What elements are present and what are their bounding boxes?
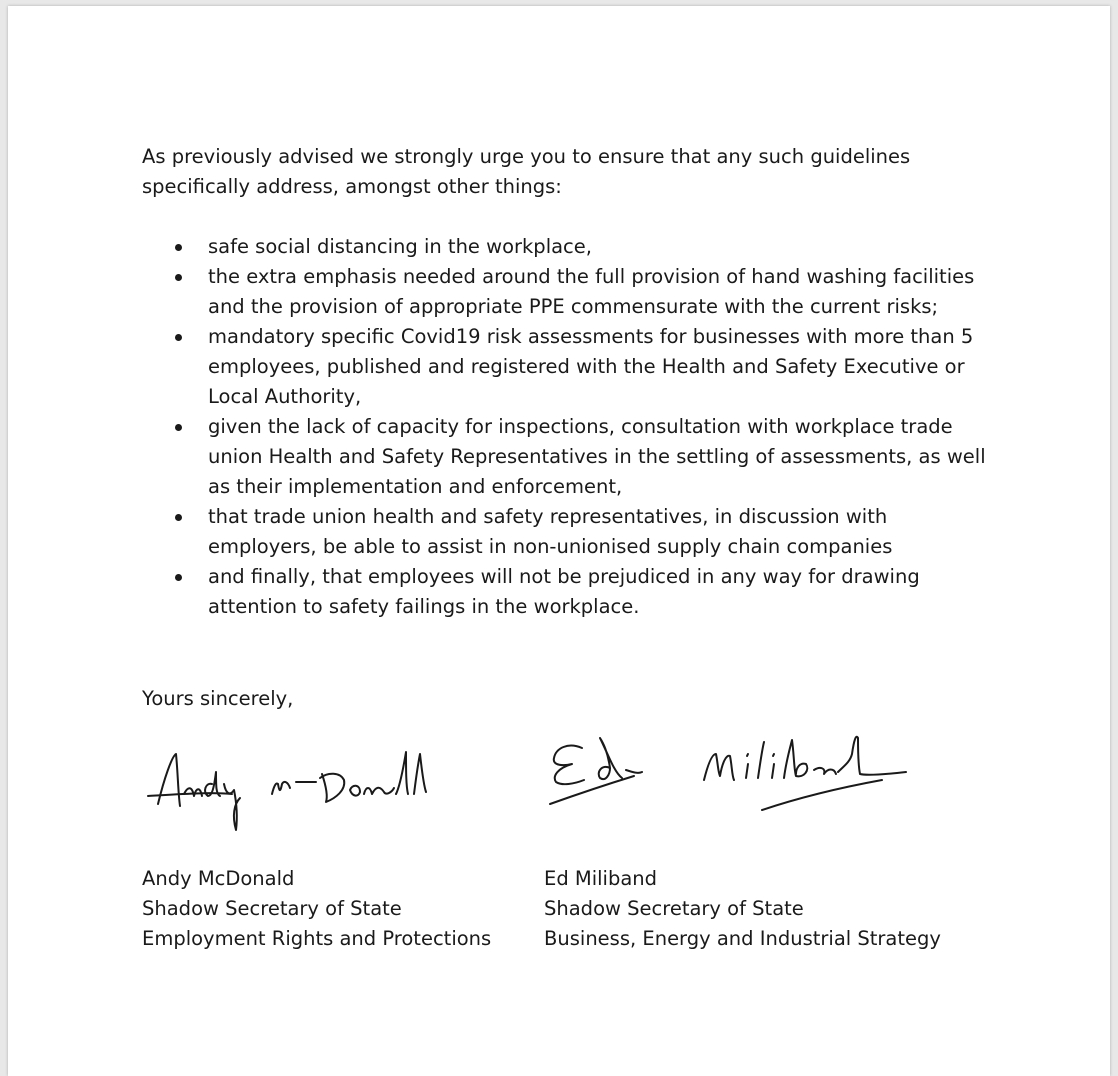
letter-page bbox=[8, 6, 1110, 1076]
signatory-block-ed-miliband bbox=[544, 864, 941, 954]
bullet-icon bbox=[175, 244, 182, 251]
list-item-text: mandatory specific Covid19 risk assessments for businesses with more than 5 employees, published and registered with the Health and Safety Executive or Local Authority, bbox=[208, 325, 974, 408]
signatory-block-andy-mcdonald bbox=[142, 864, 491, 954]
list-item-text: given the lack of capacity for inspections, consultation with workplace trade union Health and Safety Representatives in the settling of assessments, as well as their implementation and enforcement, bbox=[208, 415, 986, 498]
list-item bbox=[142, 412, 1002, 502]
intro-paragraph: As previously advised we strongly urge you to ensure that any such guidelines specifically address, amongst other things: bbox=[142, 145, 911, 198]
bullet-icon bbox=[175, 514, 182, 521]
bullet-icon bbox=[175, 424, 182, 431]
list-item-text: safe social distancing in the workplace, bbox=[208, 235, 592, 258]
signatory-name: Andy McDonald bbox=[142, 867, 295, 890]
signatory-role: Shadow Secretary of State bbox=[142, 897, 402, 920]
signatory-portfolio: Business, Energy and Industrial Strategy bbox=[544, 927, 941, 950]
list-item bbox=[142, 232, 1002, 262]
bullet-icon bbox=[175, 574, 182, 581]
closing-salutation: Yours sincerely, bbox=[142, 687, 294, 710]
bullet-icon bbox=[175, 334, 182, 341]
signatory-name: Ed Miliband bbox=[544, 867, 658, 890]
signature-ed-miliband bbox=[538, 724, 908, 824]
signature-andy-mcdonald bbox=[140, 734, 450, 834]
list-item bbox=[142, 322, 1002, 412]
requirements-list bbox=[142, 232, 1002, 622]
signatory-role: Shadow Secretary of State bbox=[544, 897, 804, 920]
list-item bbox=[142, 562, 1002, 622]
signatory-portfolio: Employment Rights and Protections bbox=[142, 927, 492, 950]
list-item-text: the extra emphasis needed around the full provision of hand washing facilities and the provision of appropriate PPE commensurate with the current risks; bbox=[208, 265, 975, 318]
list-item-text: that trade union health and safety representatives, in discussion with employers, be able to assist in non-unionised supply chain companies bbox=[208, 505, 893, 558]
bullet-icon bbox=[175, 274, 182, 281]
list-item bbox=[142, 262, 1002, 322]
list-item-text: and finally, that employees will not be prejudiced in any way for drawing attention to safety failings in the workplace. bbox=[208, 565, 920, 618]
list-item bbox=[142, 502, 1002, 562]
